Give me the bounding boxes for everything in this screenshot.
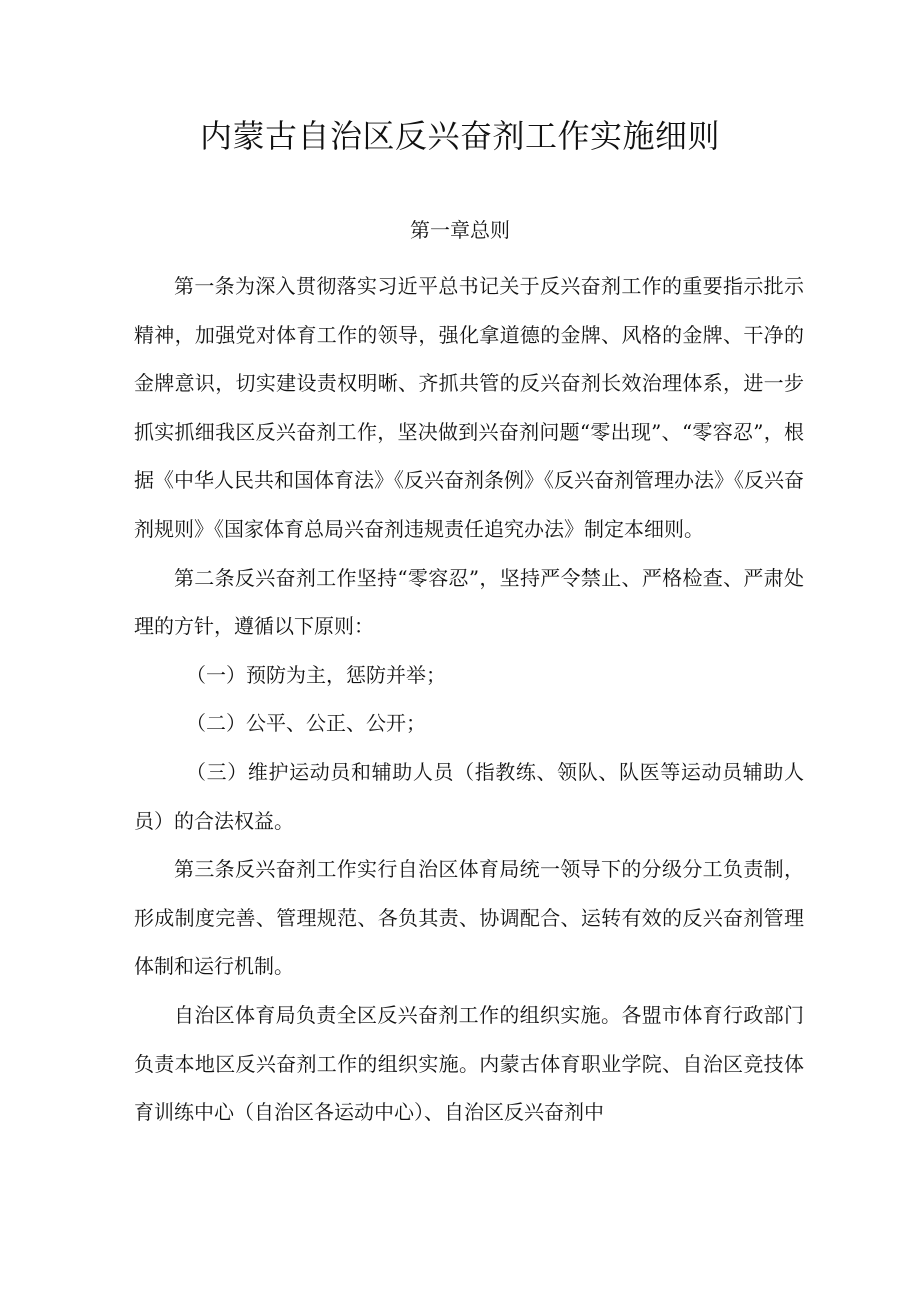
article-1-paragraph: 第一条为深入贯彻落实习近平总书记关于反兴奋剂工作的重要指示批示精神，加强党对体育工作的领导，强化拿道德的金牌、风格的金牌、干净的金牌意识，切实建设责权明晰、齐抓共管的反兴奋剂长效治理体系，进一步抓实抓细我区反兴奋剂工作，坚决做到兴奋剂问题“零出现”、“零容忍”，根据《中华人民共和国体育法》《反兴奋剂条例》《反兴奋剂管理办法》《反兴奋剂规则》《国家体育总局兴奋剂违规责任追究办法》制定本细则。 — [134, 274, 804, 541]
document-title: 内蒙古自治区反兴奋剂工作实施细则 — [199, 117, 720, 155]
principle-item-1: （一）预防为主，惩防并举； — [186, 662, 446, 687]
chapter-heading: 第一章总则 — [410, 218, 510, 242]
principle-item-3: （三）维护运动员和辅助人员（指教练、领队、队医等运动员辅助人员）的合法权益。 — [134, 759, 804, 833]
article-3-continuation-paragraph: 自治区体育局负责全区反兴奋剂工作的组织实施。各盟市体育行政部门负责本地区反兴奋剂工作的组织实施。内蒙古体育职业学院、自治区竞技体育训练中心（自治区各运动中心）、自治区反兴奋剂中 — [134, 1002, 804, 1125]
document-body — [134, 262, 804, 1137]
article-2-paragraph: 第二条反兴奋剂工作坚持“零容忍”，坚持严令禁止、严格检查、严肃处理的方针，遵循以下原则： — [134, 565, 804, 639]
principle-item-2: （二）公平、公正、公开； — [186, 711, 426, 736]
article-3-paragraph: 第三条反兴奋剂工作实行自治区体育局统一领导下的分级分工负责制，形成制度完善、管理规范、各负其责、协调配合、运转有效的反兴奋剂管理体制和运行机制。 — [134, 857, 804, 979]
